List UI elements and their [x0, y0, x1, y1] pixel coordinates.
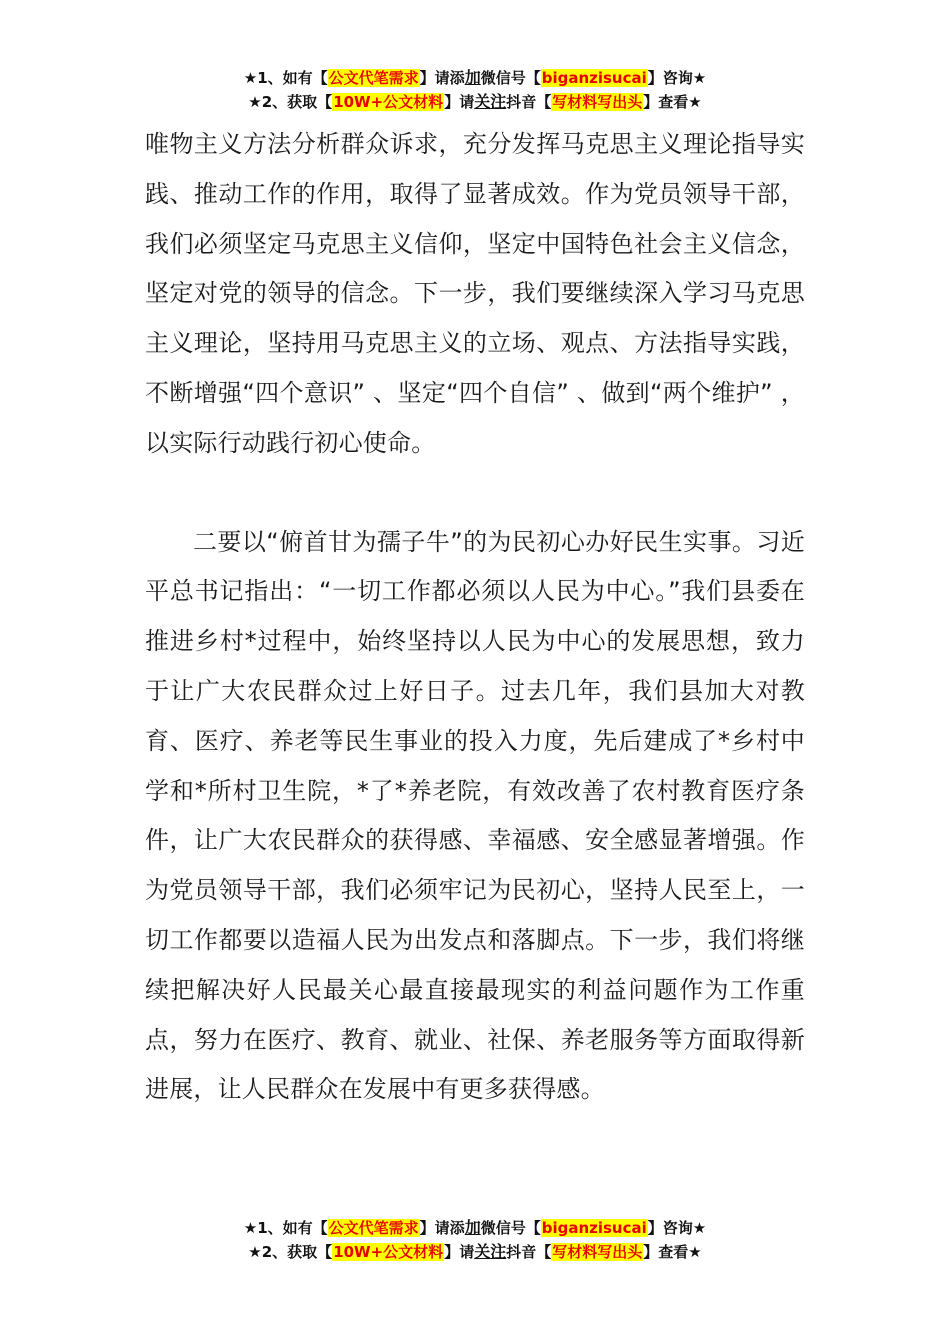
promo-highlight-douyin-account: 写材料写出头	[552, 1243, 643, 1261]
promo-highlight-service: 公文代笔需求	[328, 1219, 419, 1237]
promo-highlight-douyin-account: 写材料写出头	[552, 93, 643, 111]
body-paragraph-1: 唯物主义方法分析群众诉求，充分发挥马克思主义理论指导实践、推动工作的作用，取得了显著成效。作为党员领导干部，我们必须坚定马克思主义信仰，坚定中国特色社会主义信念，坚定对党的领导的信念。下一步，我们要继续深入学习马克思主义理论，坚持用马克思主义的立场、观点、方法指导实践，不断增强“四个意识” 、坚定“四个自信” 、做到“两个维护” ，以实际行动践行初心使命。	[145, 130, 805, 457]
promo-highlight-materials: 10W+公文材料	[333, 93, 444, 111]
promo-line-1: ★1、如有【公文代笔需求】请添加微信号【biganzisucai】咨询★	[243, 68, 707, 87]
promo-highlight-materials: 10W+公文材料	[333, 1243, 444, 1261]
header-promo-banner	[0, 66, 950, 114]
promo-highlight-wechat-id: biganzisucai	[541, 1219, 647, 1237]
promo-line-2: ★2、获取【10W+公文材料】请关注抖音【写材料写出头】查看★	[248, 1242, 702, 1261]
promo-line-2: ★2、获取【10W+公文材料】请关注抖音【写材料写出头】查看★	[248, 92, 702, 111]
promo-highlight-service: 公文代笔需求	[328, 69, 419, 87]
promo-highlight-wechat-id: biganzisucai	[541, 69, 647, 87]
body-paragraph-2: 二要以“俯首甘为孺子牛”的为民初心办好民生实事。习近平总书记指出：“一切工作都必须以人民为中心。”我们县委在推进乡村*过程中，始终坚持以人民为中心的发展思想，致力于让广大农民群众过上好日子。过去几年，我们县加大对教育、医疗、养老等民生事业的投入力度，先后建成了*乡村中学和*所村卫生院，*了*养老院，有效改善了农村教育医疗条件，让广大农民群众的获得感、幸福感、安全感显著增强。作为党员领导干部，我们必须牢记为民初心，坚持人民至上，一切工作都要以造福人民为出发点和落脚点。下一步，我们将继续把解决好人民最关心最直接最现实的利益问题作为工作重点，努力在医疗、教育、就业、社保、养老服务等方面取得新进展，让人民群众在发展中有更多获得感。	[145, 527, 805, 1104]
footer-promo-banner	[0, 1216, 950, 1264]
document-body	[145, 120, 805, 1115]
promo-line-1: ★1、如有【公文代笔需求】请添加微信号【biganzisucai】咨询★	[243, 1218, 707, 1237]
